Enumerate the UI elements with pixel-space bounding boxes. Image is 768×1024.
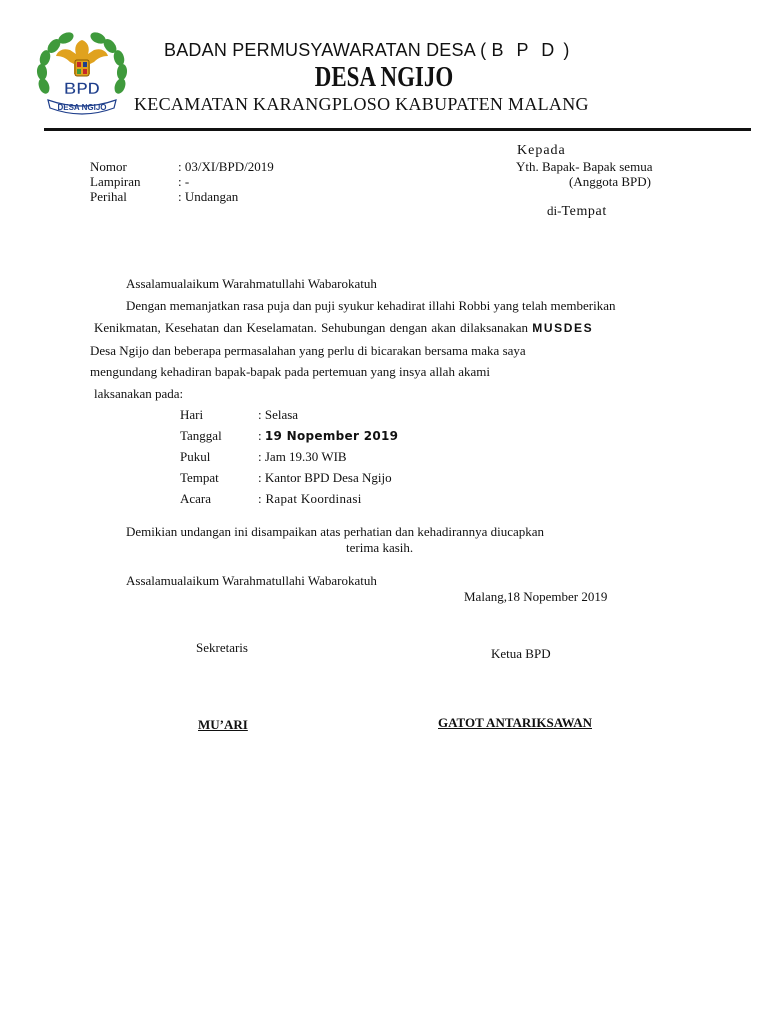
addressee-anggota: (Anggota BPD)	[569, 174, 651, 189]
org-name: BADAN PERMUSYAWARATAN DESA ( B P D )	[164, 40, 570, 60]
addressee-kepada: Kepada	[517, 143, 566, 158]
meta-label-perihal: Perihal	[90, 189, 127, 204]
signer-name-left: MU’ARI	[198, 717, 248, 732]
closing-line-2: terima kasih.	[346, 540, 414, 555]
place-date: Malang,18 Nopember 2019	[464, 589, 608, 604]
meta-value-nomor: : 03/XI/BPD/2019	[178, 159, 274, 174]
signer-name-right: GATOT ANTARIKSAWAN	[438, 715, 592, 730]
schedule-value-tempat: : Kantor BPD Desa Ngijo	[258, 470, 392, 485]
meta-value-perihal: : Undangan	[178, 189, 239, 204]
header-divider	[44, 128, 751, 131]
village-title: DESA NGIJO	[314, 62, 454, 93]
logo-ribbon: DESA NGIJO	[57, 103, 107, 112]
schedule-value-hari: : Selasa	[258, 407, 299, 422]
body-line-2: Kenikmatan, Kesehatan dan Keselamatan. Sehubungan dengan akan dilaksanakan MUSDES	[94, 320, 594, 335]
schedule-value-acara: : Rapat Koordinasi	[258, 491, 362, 506]
body-line-5: laksanakan pada:	[94, 386, 184, 401]
addressee-yth: Yth. Bapak- Bapak semua	[516, 159, 653, 174]
meta-value-lampiran: : -	[178, 174, 190, 189]
meta-label-lampiran: Lampiran	[90, 174, 141, 189]
schedule-value-tanggal: : 19 Nopember 2019	[258, 428, 399, 443]
body-line-3: Desa Ngijo dan beberapa permasalahan yang perlu di bicarakan bersama maka saya	[90, 343, 526, 358]
logo-label: BPD	[64, 79, 100, 98]
schedule-label-tanggal: Tanggal	[180, 428, 222, 443]
schedule-value-pukul: : Jam 19.30 WIB	[258, 449, 347, 464]
schedule-label-pukul: Pukul	[180, 449, 211, 464]
body-line-4: mengundang kehadiran bapak-bapak pada pertemuan yang insya allah akami	[90, 364, 490, 379]
district-subtitle: KECAMATAN KARANGPLOSO KABUPATEN MALANG	[134, 94, 589, 114]
body-line-1: Dengan memanjatkan rasa puja dan puji syukur kehadirat illahi Robbi yang telah memberikan	[126, 298, 616, 313]
body-greeting: Assalamualaikum Warahmatullahi Wabarokatuh	[126, 276, 377, 291]
schedule-label-tempat: Tempat	[180, 470, 219, 485]
schedule-label-hari: Hari	[180, 407, 204, 422]
addressee-tempat: di-Tempat	[547, 203, 607, 219]
signer-title-left: Sekretaris	[196, 640, 248, 655]
signer-title-right: Ketua BPD	[491, 646, 551, 661]
schedule-label-acara: Acara	[180, 491, 212, 506]
meta-label-nomor: Nomor	[90, 159, 127, 174]
closing-greeting: Assalamualaikum Warahmatullahi Wabarokatuh	[126, 573, 377, 588]
closing-line-1: Demikian undangan ini disampaikan atas perhatian dan kehadirannya diucapkan	[126, 524, 545, 539]
